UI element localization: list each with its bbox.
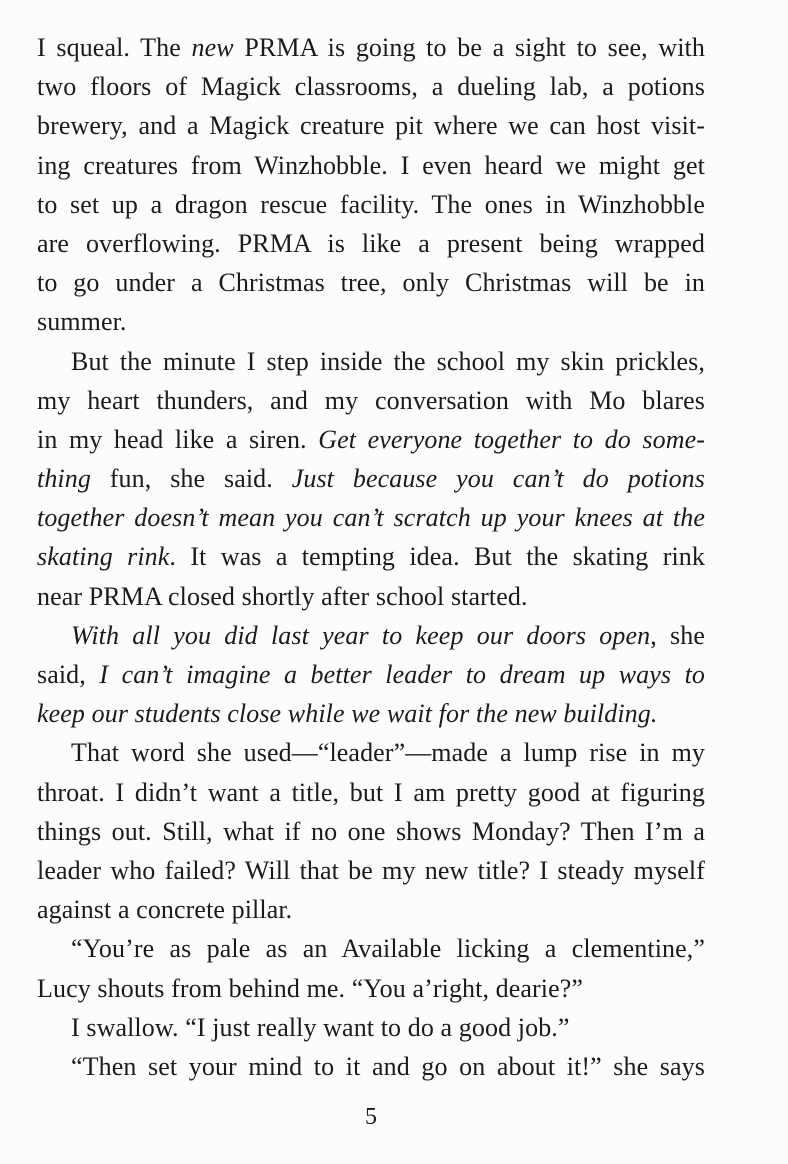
- text-run: said,: [37, 660, 100, 689]
- text-line: [37, 969, 705, 1008]
- text-run: That word she used—“leader”—made a lump rise in my: [71, 738, 705, 768]
- text-run: I squeal. The: [37, 33, 192, 62]
- text-line: [37, 812, 705, 851]
- text-line: [37, 342, 705, 381]
- text-run: I swallow. “I just really want to do a good job.”: [71, 1012, 570, 1042]
- text-run: in my head like a siren.: [37, 424, 319, 454]
- text-run: PRMA is going to be a sight to see, with: [233, 33, 705, 62]
- paragraph: [37, 616, 705, 734]
- text-line: [37, 146, 705, 185]
- text-line: [37, 1047, 705, 1086]
- text-run: to set up a dragon rescue facility. The ones in Winzhobble: [37, 189, 705, 219]
- text-line: [37, 773, 705, 812]
- text-line: [37, 929, 705, 968]
- text-run: against a concrete pillar.: [37, 895, 293, 925]
- text-line: [37, 381, 705, 420]
- text-run: . It was a tempting idea. But the skating rink: [169, 542, 705, 572]
- text-line: [37, 185, 705, 224]
- text-run: my heart thunders, and my conversation with Mo blares: [37, 385, 705, 415]
- italic-text-run: I can’t imagine a better leader to dream up ways to: [99, 660, 705, 689]
- page-text: [37, 28, 705, 1086]
- text-line: [37, 537, 705, 576]
- italic-text-run: together doesn’t mean you can’t scratch up your knees at the: [37, 503, 705, 533]
- text-run: fun, she said.: [90, 464, 292, 494]
- paragraph: [37, 1008, 705, 1047]
- text-run: leader who failed? Will that be my new title? I steady myself: [37, 855, 705, 885]
- paragraph: [37, 1047, 705, 1086]
- text-line: [37, 890, 705, 929]
- text-run: ing creatures from Winzhobble. I even heard we might get: [37, 150, 705, 180]
- text-run: near PRMA closed shortly after school started.: [37, 581, 528, 611]
- text-line: [37, 67, 705, 106]
- text-line: [37, 106, 705, 145]
- italic-text-run: Get everyone together to do some-: [318, 424, 705, 454]
- text-run: , she: [650, 620, 705, 650]
- paragraph: [37, 929, 705, 1007]
- text-run: “You’re as pale as an Available licking a clementine,”: [71, 934, 705, 964]
- text-run: things out. Still, what if no one shows Monday? Then I’m a: [37, 816, 705, 846]
- text-line: [37, 459, 705, 498]
- text-line: [37, 28, 705, 67]
- text-line: [37, 420, 705, 459]
- text-line: [37, 694, 705, 733]
- text-run: throat. I didn’t want a title, but I am pretty good at figuring: [37, 777, 705, 807]
- italic-text-run: Just because you can’t do potions: [291, 464, 705, 494]
- italic-text-run: new: [191, 33, 234, 62]
- text-run: But the minute I step inside the school my skin prickles,: [71, 346, 705, 376]
- text-run: two floors of Magick classrooms, a dueling lab, a potions: [37, 72, 705, 102]
- text-line: [37, 733, 705, 772]
- text-line: [37, 577, 705, 616]
- text-line: [37, 851, 705, 890]
- italic-text-run: keep our students close while we wait for the new building.: [37, 699, 658, 729]
- italic-text-run: skating rink: [37, 542, 170, 572]
- text-line: [37, 263, 705, 302]
- text-run: are overflowing. PRMA is like a present being wrapped: [37, 228, 705, 258]
- text-line: [37, 224, 705, 263]
- text-line: [37, 302, 705, 341]
- text-run: “Then set your mind to it and go on about it!” she says: [71, 1051, 705, 1081]
- italic-text-run: thing: [37, 464, 91, 494]
- paragraph: [37, 733, 705, 929]
- page-number: 5: [365, 1104, 377, 1130]
- text-line: [37, 655, 705, 694]
- text-run: to go under a Christmas tree, only Christmas will be in: [37, 268, 705, 298]
- text-run: brewery, and a Magick creature pit where we can host visit-: [37, 111, 705, 141]
- italic-text-run: With all you did last year to keep our doors open: [71, 620, 651, 650]
- text-line: [37, 1008, 705, 1047]
- text-run: Lucy shouts from behind me. “You a’right, dearie?”: [37, 973, 584, 1003]
- paragraph: [37, 28, 705, 342]
- text-line: [37, 616, 705, 655]
- text-line: [37, 498, 705, 537]
- paragraph: [37, 342, 705, 616]
- text-run: summer.: [37, 307, 127, 337]
